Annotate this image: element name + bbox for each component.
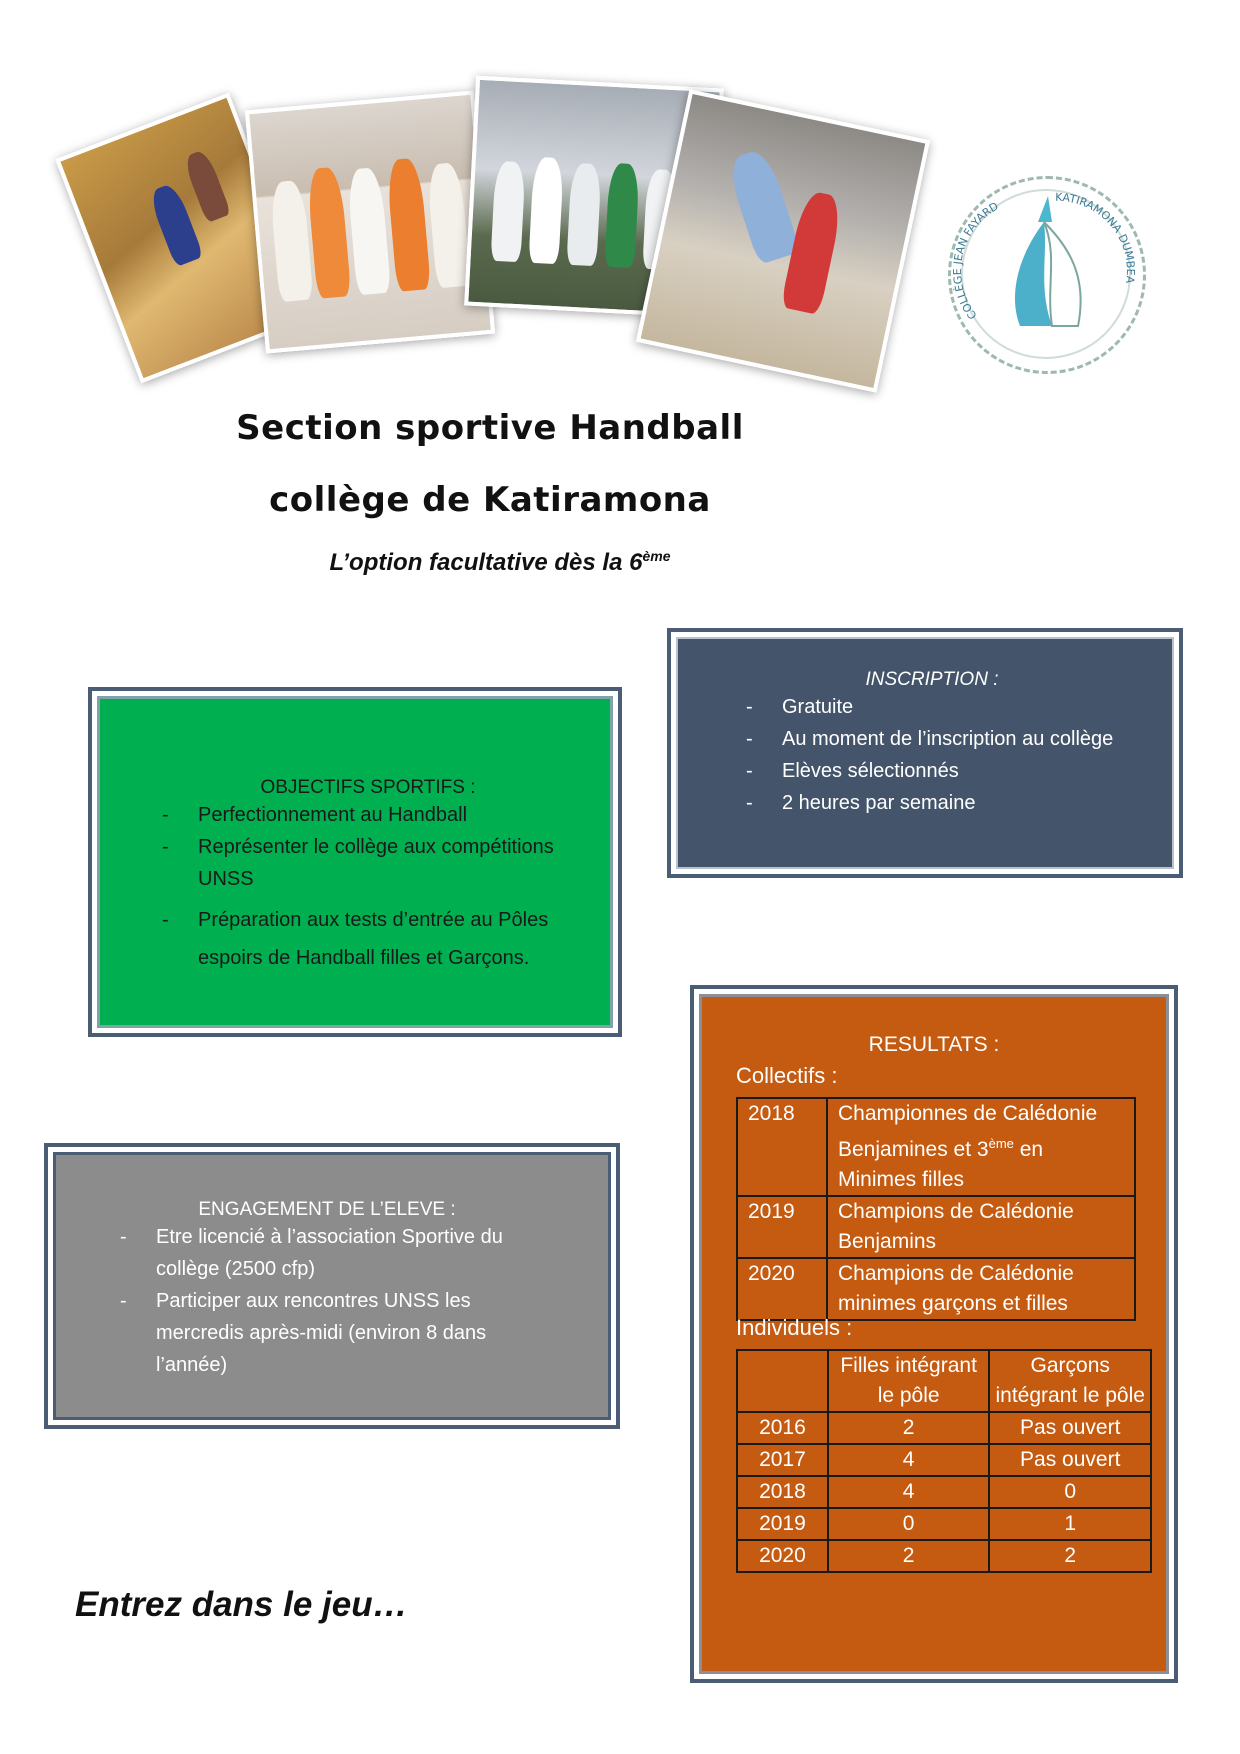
engagement-heading: ENGAGEMENT DE L’ELEVE : bbox=[198, 1199, 456, 1220]
collectif-year: 2020 bbox=[737, 1258, 827, 1320]
inscription-item: - Au moment de l’inscription au collège bbox=[746, 723, 1152, 755]
page-title-line2: collège de Katiramona bbox=[269, 480, 711, 520]
collectifs-label: Collectifs : bbox=[736, 1063, 838, 1088]
logo-text-right: KATIRAMONA DUMBEA bbox=[1055, 190, 1138, 285]
slogan: Entrez dans le jeu… bbox=[75, 1585, 408, 1624]
collectif-result: Champions de Calédonie minimes garçons et filles bbox=[827, 1258, 1135, 1320]
ind-filles: 4 bbox=[828, 1476, 990, 1508]
subtitle-text: L’option facultative dès la 6 bbox=[329, 549, 643, 576]
ind-garcons: Pas ouvert bbox=[989, 1444, 1151, 1476]
table-row bbox=[737, 1258, 1135, 1320]
objectifs-item: - Représenter le collège aux compétitions UNSS bbox=[162, 831, 586, 895]
engagement-list bbox=[120, 1221, 548, 1381]
logo-text-left: COLLÈGE JEAN FAYARD bbox=[950, 199, 1001, 322]
ind-year: 2019 bbox=[737, 1508, 828, 1540]
ind-filles: 2 bbox=[828, 1412, 990, 1444]
ind-filles: 2 bbox=[828, 1540, 990, 1572]
individuels-table bbox=[736, 1349, 1152, 1573]
ind-garcons: Pas ouvert bbox=[989, 1412, 1151, 1444]
table-row bbox=[737, 1444, 1151, 1476]
ind-garcons: 0 bbox=[989, 1476, 1151, 1508]
table-row bbox=[737, 1098, 1135, 1196]
photo-team-girls bbox=[245, 90, 495, 353]
table-header-row bbox=[737, 1350, 1151, 1412]
resultats-box bbox=[690, 985, 1178, 1683]
collectif-year: 2019 bbox=[737, 1196, 827, 1258]
collectif-result: Championnes de Calédonie Benjamines et 3ème en Minimes filles bbox=[827, 1098, 1135, 1196]
table-row bbox=[737, 1412, 1151, 1444]
objectifs-item: - Préparation aux tests d’entrée au Pôles espoirs de Handball filles et Garçons. bbox=[162, 901, 586, 977]
objectifs-box bbox=[88, 687, 622, 1037]
objectifs-list bbox=[162, 799, 586, 977]
ind-year: 2018 bbox=[737, 1476, 828, 1508]
engagement-item: - Participer aux rencontres UNSS les mercredis après-midi (environ 8 dans l’année) bbox=[120, 1285, 548, 1381]
table-row bbox=[737, 1508, 1151, 1540]
photo-match-action bbox=[636, 89, 930, 393]
table-row bbox=[737, 1196, 1135, 1258]
table-row bbox=[737, 1540, 1151, 1572]
ind-garcons: 2 bbox=[989, 1540, 1151, 1572]
ind-year: 2017 bbox=[737, 1444, 828, 1476]
page-title-line1: Section sportive Handball bbox=[236, 408, 744, 448]
college-logo bbox=[948, 176, 1146, 374]
inscription-item: - Gratuite bbox=[746, 691, 1152, 723]
inscription-box bbox=[667, 628, 1183, 878]
header-cell bbox=[737, 1350, 828, 1412]
individuels-label: Individuels : bbox=[736, 1315, 853, 1340]
table-row bbox=[737, 1476, 1151, 1508]
ind-garcons: 1 bbox=[989, 1508, 1151, 1540]
ind-year: 2016 bbox=[737, 1412, 828, 1444]
inscription-item: - Elèves sélectionnés bbox=[746, 755, 1152, 787]
collectif-result: Champions de Calédonie Benjamins bbox=[827, 1196, 1135, 1258]
header-cell: Filles intégrant le pôle bbox=[828, 1350, 990, 1412]
collectifs-table bbox=[736, 1097, 1136, 1321]
ind-filles: 0 bbox=[828, 1508, 990, 1540]
svg-text:COLLÈGE JEAN FAYARD bbox=[951, 200, 1001, 322]
inscription-heading: INSCRIPTION : bbox=[865, 669, 999, 690]
ind-year: 2020 bbox=[737, 1540, 828, 1572]
page-subtitle bbox=[240, 548, 760, 577]
resultats-heading: RESULTATS : bbox=[868, 1033, 1000, 1056]
ind-filles: 4 bbox=[828, 1444, 990, 1476]
engagement-box bbox=[44, 1143, 620, 1429]
inscription-list bbox=[746, 691, 1152, 819]
objectifs-heading: OBJECTIFS SPORTIFS : bbox=[260, 777, 476, 798]
header-cell: Garçons intégrant le pôle bbox=[989, 1350, 1151, 1412]
subtitle-sup: ème bbox=[642, 548, 671, 564]
collectif-year: 2018 bbox=[737, 1098, 827, 1196]
objectifs-item: - Perfectionnement au Handball bbox=[162, 799, 586, 831]
engagement-item: - Etre licencié à l’association Sportive du collège (2500 cfp) bbox=[120, 1221, 548, 1285]
inscription-item: - 2 heures par semaine bbox=[746, 787, 1152, 819]
